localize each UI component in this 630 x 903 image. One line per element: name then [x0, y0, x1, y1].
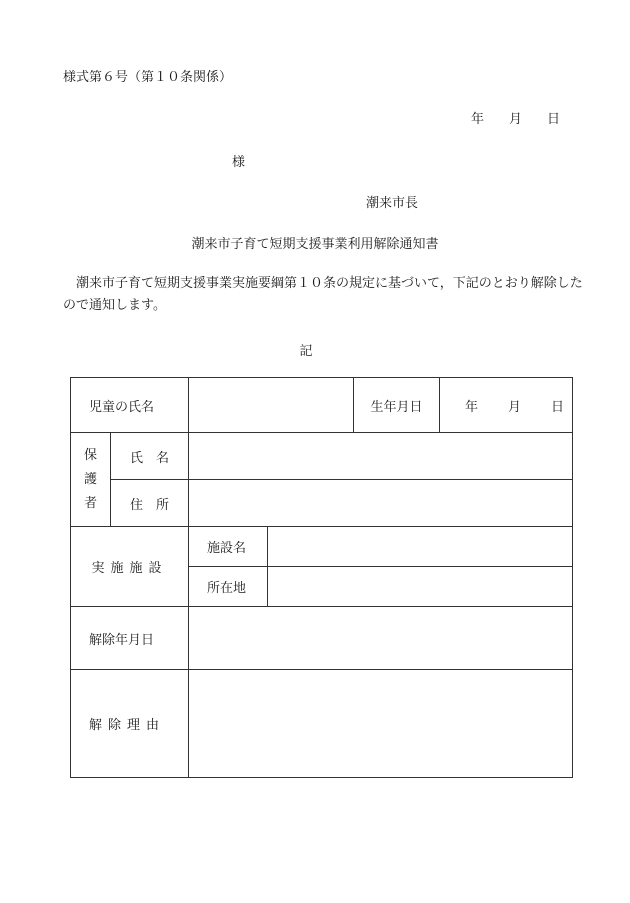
guardian-char-2: 護 — [83, 471, 97, 487]
birth-month-label: 月 — [507, 399, 521, 415]
month-label: 月 — [509, 112, 523, 127]
facility-name-label: 施設名 — [189, 527, 268, 567]
facility-name-row — [71, 527, 573, 567]
issuer: 潮来市長 — [366, 196, 419, 211]
day-label: 日 — [547, 112, 561, 127]
guardian-address-row — [71, 480, 573, 527]
guardian-label — [71, 433, 111, 527]
guardian-address-value[interactable] — [189, 480, 573, 527]
cancel-reason-row — [71, 670, 573, 778]
birthdate-label: 生年月日 — [354, 378, 440, 433]
child-row — [71, 378, 573, 433]
body-text: 潮来市子育て短期支援事業実施要綱第１０条の規定に基づいて，下記のとおり解除したので通知します。 — [63, 276, 583, 313]
birth-day-label: 日 — [551, 399, 565, 415]
cancel-reason-value[interactable] — [189, 670, 573, 778]
cancel-reason-label: 解除理由 — [71, 670, 189, 778]
guardian-char-1: 保 — [83, 447, 97, 463]
facility-name-value[interactable] — [268, 527, 573, 567]
birthdate-value[interactable] — [440, 378, 573, 433]
guardian-name-label: 氏 名 — [111, 433, 189, 480]
cancel-date-label: 解除年月日 — [71, 607, 189, 670]
birth-year-label: 年 — [464, 399, 478, 415]
guardian-address-label: 住 所 — [111, 480, 189, 527]
form-number: 様式第６号（第１０条関係） — [63, 70, 233, 85]
details-table — [70, 377, 573, 778]
facility-label: 実施施設 — [71, 527, 189, 607]
document-title: 潮来市子育て短期支援事業利用解除通知書 — [191, 237, 439, 252]
guardian-char-3: 者 — [83, 495, 97, 511]
facility-location-label: 所在地 — [189, 567, 268, 607]
cancel-date-value[interactable] — [189, 607, 573, 670]
recipient-suffix: 様 — [232, 155, 246, 170]
guardian-name-value[interactable] — [189, 433, 573, 480]
issue-date — [471, 108, 560, 127]
facility-location-value[interactable] — [268, 567, 573, 607]
guardian-name-row — [71, 433, 573, 480]
cancel-date-row — [71, 607, 573, 670]
child-name-value[interactable] — [189, 378, 354, 433]
ki-heading: 記 — [299, 344, 313, 359]
year-label: 年 — [471, 112, 485, 127]
child-name-label: 児童の氏名 — [71, 378, 189, 433]
